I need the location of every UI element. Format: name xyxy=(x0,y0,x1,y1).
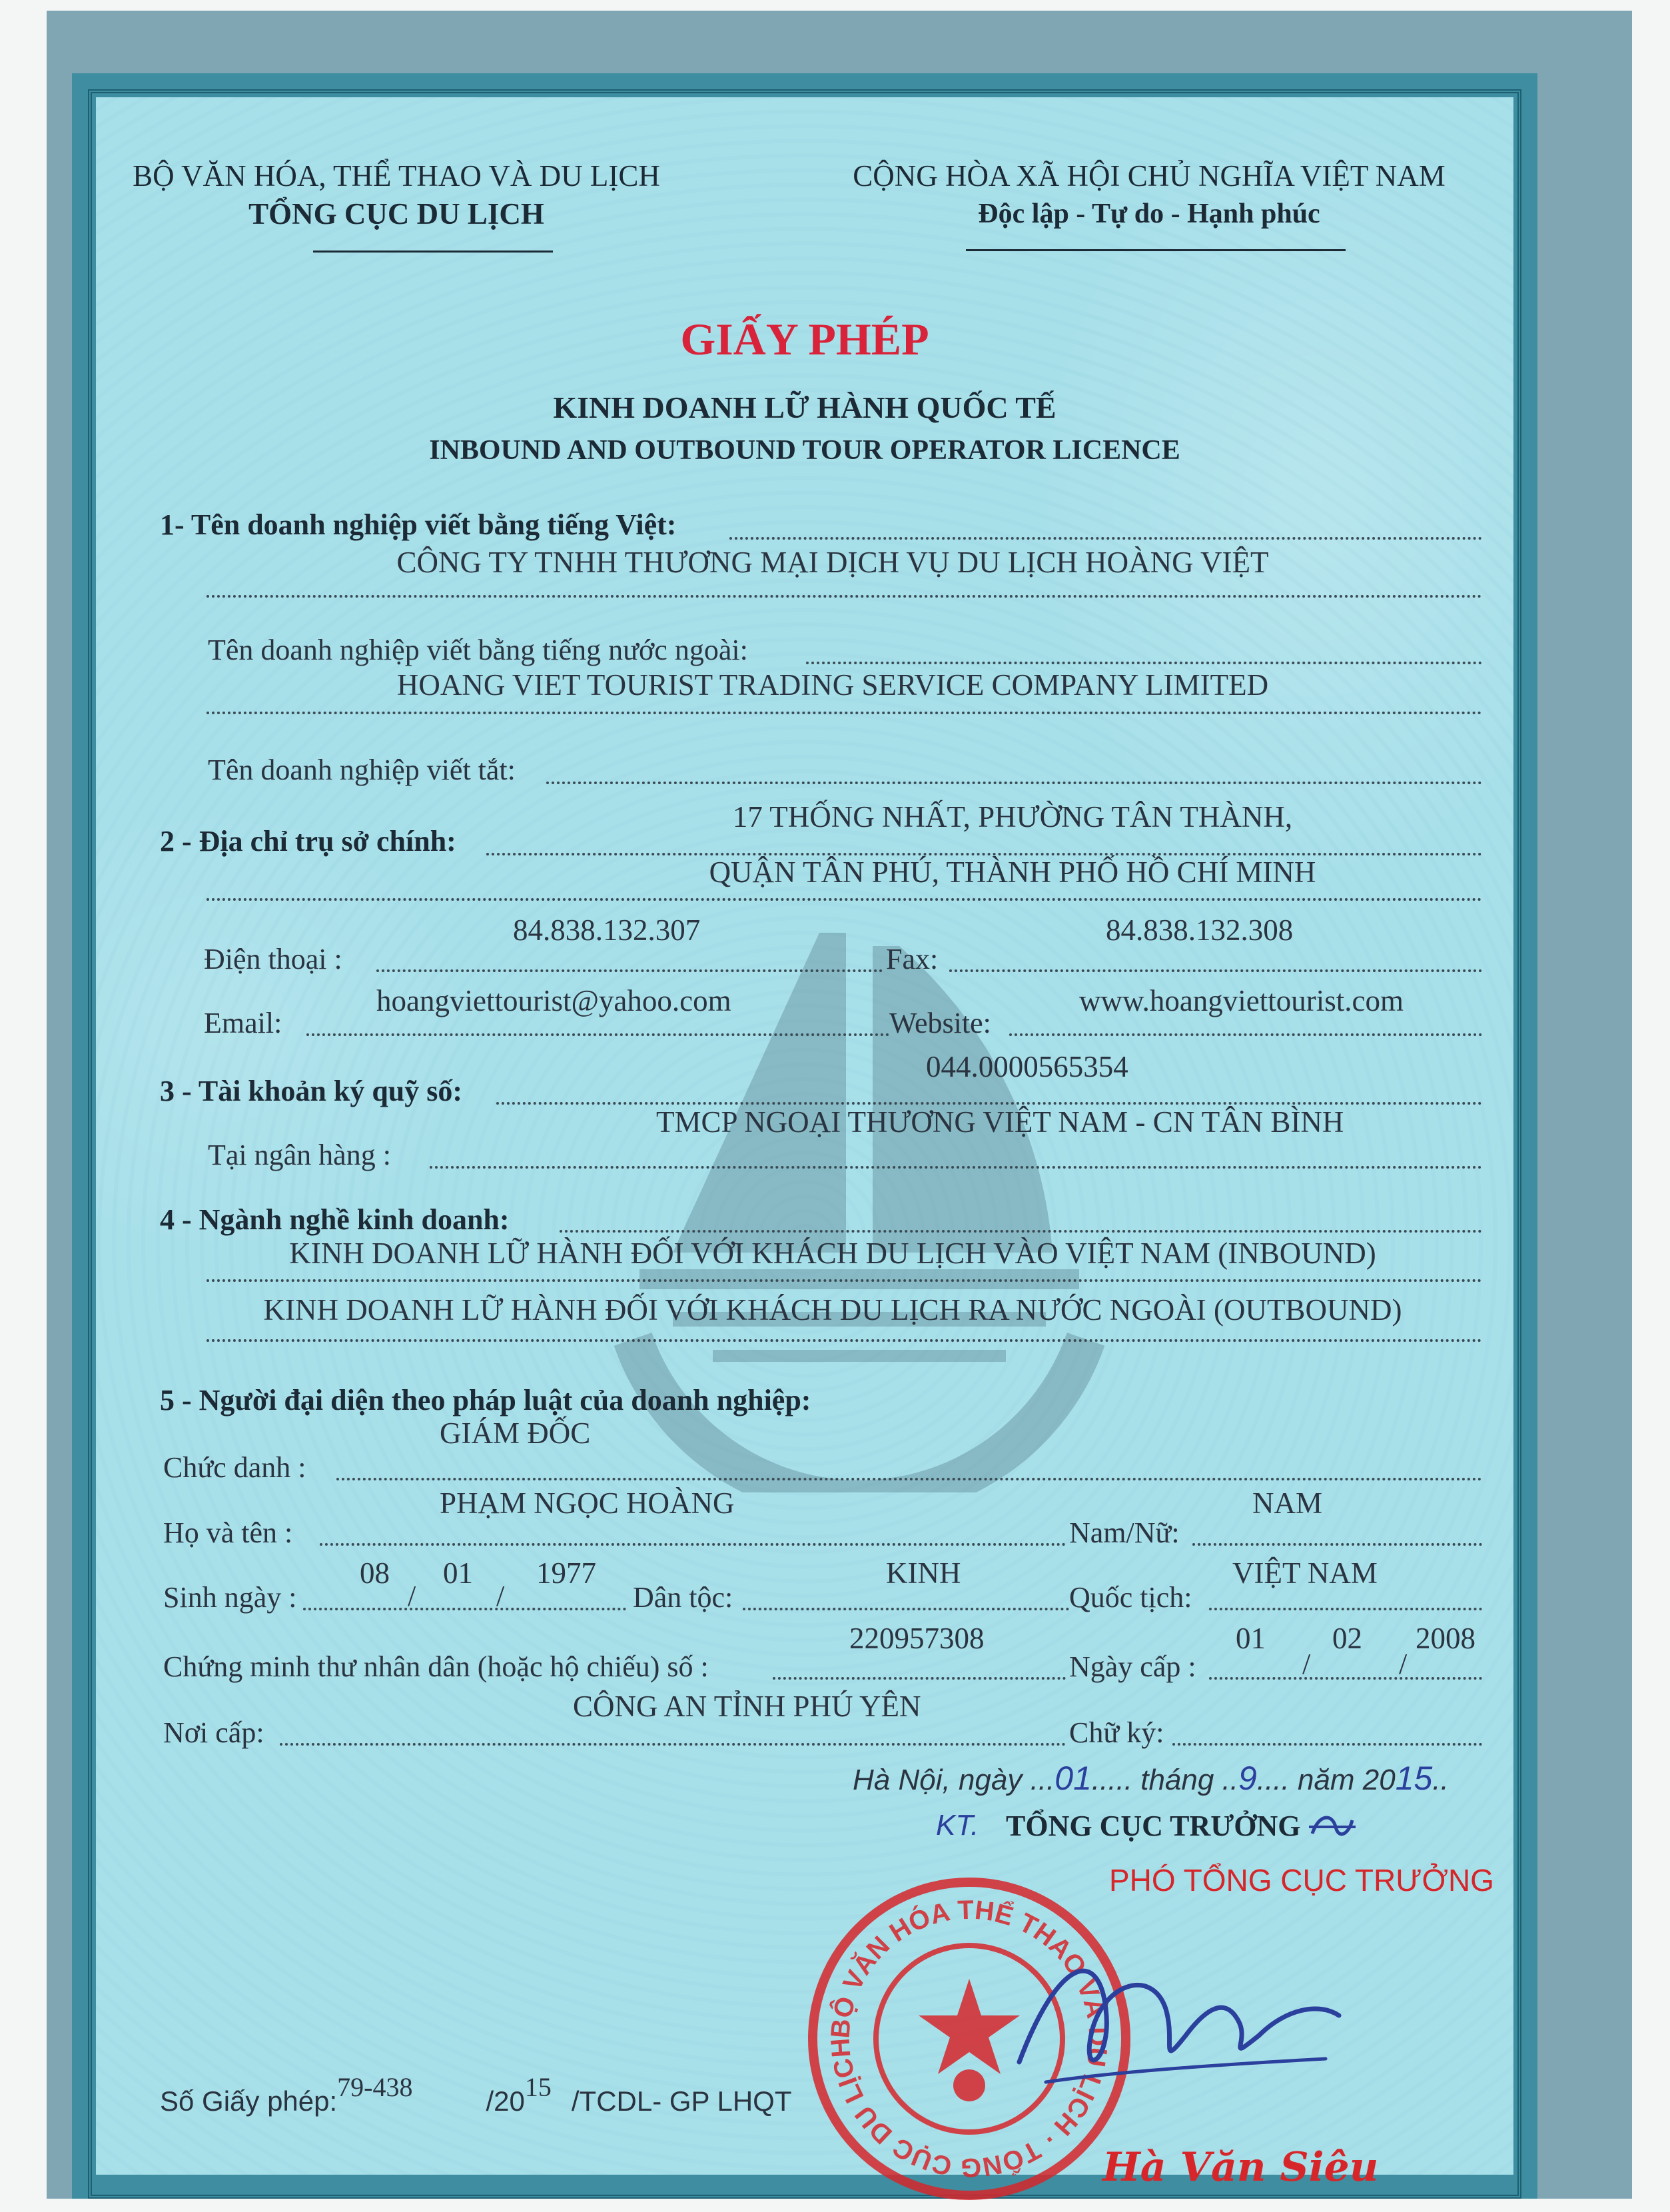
email-label: Email: xyxy=(204,1007,282,1039)
issue-slash-2: / xyxy=(1399,1648,1408,1680)
bank-name: TMCP NGOẠI THƯƠNG VIỆT NAM - CN TÂN BÌNH xyxy=(656,1105,1344,1139)
issuance-month-label: ..... tháng .. xyxy=(1091,1764,1239,1796)
agency-underline xyxy=(313,251,553,253)
issue-place-label: Nơi cấp: xyxy=(163,1716,264,1749)
dob-slash-1: / xyxy=(408,1580,416,1612)
dob-month: 01 xyxy=(443,1556,473,1590)
issuance-date-end: .. xyxy=(1432,1764,1449,1796)
address-line2: QUẬN TÂN PHÚ, THÀNH PHỐ HỒ CHÍ MINH xyxy=(709,855,1316,889)
issuance-date-prefix: Hà Nội, ngày ... xyxy=(853,1764,1055,1796)
dotted-line xyxy=(1209,1608,1482,1610)
dotted-line xyxy=(207,898,1482,901)
document-subtitle-vi: KINH DOANH LỮ HÀNH QUỐC TẾ xyxy=(553,390,1056,424)
id-issue-place: CÔNG AN TỈNH PHÚ YÊN xyxy=(573,1690,921,1723)
issue-slash-1: / xyxy=(1302,1648,1311,1680)
issue-date-label: Ngày cấp : xyxy=(1069,1650,1196,1683)
document-title: GIẤY PHÉP xyxy=(680,314,929,364)
ethnic-label: Dân tộc: xyxy=(633,1581,733,1614)
national-motto: Độc lập - Tự do - Hạnh phúc xyxy=(978,199,1320,229)
republic-name: CỘNG HÒA XÃ HỘI CHỦ NGHĨA VIỆT NAM xyxy=(853,159,1446,193)
issuance-year: 15 xyxy=(1395,1760,1433,1797)
phone-label: Điện thoại : xyxy=(204,943,342,975)
license-number: 79-438 xyxy=(337,2072,413,2102)
representative-position: GIÁM ĐỐC xyxy=(440,1416,591,1450)
dotted-line xyxy=(320,1543,1066,1546)
ethnicity: KINH xyxy=(886,1556,961,1590)
section5-label: 5 - Người đại diện theo pháp luật của doanh nghiệp: xyxy=(160,1384,811,1416)
svg-text:BỘ VĂN HÓA THỂ THAO VÀ DU LỊCH: BỘ VĂN HÓA THỂ THAO VÀ DU LỊCH · TỔNG CỤC DU LỊCH xyxy=(825,1895,1113,2183)
license-number-row xyxy=(160,2072,792,2117)
issuance-year-label: .... năm 20 xyxy=(1256,1764,1396,1796)
name-label: Họ và tên : xyxy=(163,1516,293,1549)
business-line-inbound: KINH DOANH LỮ HÀNH ĐỐI VỚI KHÁCH DU LỊCH VÀO VIỆT NAM (INBOUND) xyxy=(289,1237,1376,1270)
dob-year: 1977 xyxy=(536,1556,596,1590)
license-code: /TCDL- GP LHQT xyxy=(571,2085,792,2117)
id-issue-day: 01 xyxy=(1236,1622,1266,1655)
representative-gender: NAM xyxy=(1252,1486,1323,1520)
id-issue-month: 02 xyxy=(1332,1622,1362,1655)
company-name-vi: CÔNG TY TNHH THƯƠNG MẠI DỊCH VỤ DU LỊCH HOÀNG VIỆT xyxy=(396,546,1269,579)
dotted-line xyxy=(1209,1677,1482,1680)
nationality: VIỆT NAM xyxy=(1232,1556,1378,1590)
deputy-title: PHÓ TỔNG CỤC TRƯỞNG xyxy=(1109,1863,1494,1898)
license-number-label: Số Giấy phép: xyxy=(160,2085,338,2117)
nationality-label: Quốc tịch: xyxy=(1069,1581,1192,1614)
dotted-line xyxy=(806,662,1482,664)
email-address: hoangviettourist@yahoo.com xyxy=(376,984,731,1017)
signing-title: TỔNG CỤC TRƯỞNG xyxy=(1006,1810,1301,1842)
signature-label: Chữ ký: xyxy=(1069,1716,1164,1749)
bank-label: Tại ngân hàng : xyxy=(208,1139,391,1171)
website-label: Website: xyxy=(889,1007,991,1039)
ministry-name: BỘ VĂN HÓA, THỂ THAO VÀ DU LỊCH xyxy=(133,159,660,193)
dob-day: 08 xyxy=(360,1556,390,1590)
issuance-day: 01 xyxy=(1054,1760,1092,1797)
company-name-foreign: HOANG VIET TOURIST TRADING SERVICE COMPANY LIMITED xyxy=(396,668,1269,702)
signer-name: Hà Văn Siêu xyxy=(1102,2144,1379,2191)
acting-for-mark: KT. xyxy=(936,1809,979,1842)
dotted-line xyxy=(743,1608,1069,1610)
business-line-outbound: KINH DOANH LỮ HÀNH ĐỐI VỚI KHÁCH DU LỊCH RA NƯỚC NGOÀI (OUTBOUND) xyxy=(263,1293,1402,1327)
dotted-line xyxy=(1172,1743,1482,1746)
dotted-line xyxy=(207,712,1482,714)
foreign-name-label: Tên doanh nghiệp viết bằng tiếng nước ngoài: xyxy=(208,634,748,666)
short-name-label: Tên doanh nghiệp viết tắt: xyxy=(208,754,516,786)
id-number: 220957308 xyxy=(849,1622,985,1655)
license-year: 15 xyxy=(524,2072,552,2102)
license-year-prefix: /20 xyxy=(486,2085,525,2117)
fax-number: 84.838.132.308 xyxy=(1106,913,1294,947)
id-label: Chứng minh thư nhân dân (hoặc hộ chiếu) số : xyxy=(163,1650,709,1683)
dotted-line xyxy=(336,1478,1482,1480)
dotted-line xyxy=(1009,1033,1482,1036)
dotted-line xyxy=(303,1608,626,1610)
dotted-line xyxy=(306,1033,889,1036)
document-subtitle-en: INBOUND AND OUTBOUND TOUR OPERATOR LICENCE xyxy=(429,435,1180,466)
dob-label: Sinh ngày : xyxy=(163,1581,297,1614)
dotted-line xyxy=(546,782,1482,784)
dotted-line xyxy=(280,1743,1066,1746)
dotted-line xyxy=(207,1339,1482,1342)
dotted-line xyxy=(773,1677,1066,1680)
dotted-line xyxy=(729,537,1482,540)
fax-label: Fax: xyxy=(886,943,939,975)
dob-slash-2: / xyxy=(496,1580,505,1612)
gender-label: Nam/Nữ: xyxy=(1069,1516,1180,1549)
initials-mark xyxy=(1306,1807,1359,1847)
id-issue-year: 2008 xyxy=(1416,1622,1475,1655)
position-label: Chức danh : xyxy=(163,1451,306,1484)
section3-label: 3 - Tài khoản ký quỹ số: xyxy=(160,1075,463,1107)
section1-label: 1- Tên doanh nghiệp viết bằng tiếng Việt: xyxy=(160,508,677,541)
agency-name: TỔNG CỤC DU LỊCH xyxy=(248,197,544,231)
issuance-date xyxy=(853,1759,1449,1798)
dotted-line xyxy=(207,595,1482,598)
dotted-line xyxy=(376,969,883,972)
issuance-month: 9 xyxy=(1238,1760,1257,1797)
dotted-line xyxy=(560,1230,1482,1233)
representative-name: PHẠM NGỌC HOÀNG xyxy=(440,1486,735,1520)
phone-number: 84.838.132.307 xyxy=(513,913,701,947)
deposit-account-number: 044.0000565354 xyxy=(926,1050,1128,1083)
section2-label: 2 - Địa chỉ trụ sở chính: xyxy=(160,825,456,857)
section4-label: 4 - Ngành nghề kinh doanh: xyxy=(160,1203,510,1236)
address-line1: 17 THỐNG NHẤT, PHƯỜNG TÂN THÀNH, xyxy=(732,800,1293,833)
website-url: www.hoangviettourist.com xyxy=(1079,984,1404,1017)
motto-underline xyxy=(966,249,1346,251)
dotted-line xyxy=(207,1279,1482,1282)
dotted-line xyxy=(1192,1543,1482,1546)
dotted-line xyxy=(430,1166,1482,1169)
handwritten-signature xyxy=(1006,1929,1352,2115)
dotted-line xyxy=(949,969,1482,972)
